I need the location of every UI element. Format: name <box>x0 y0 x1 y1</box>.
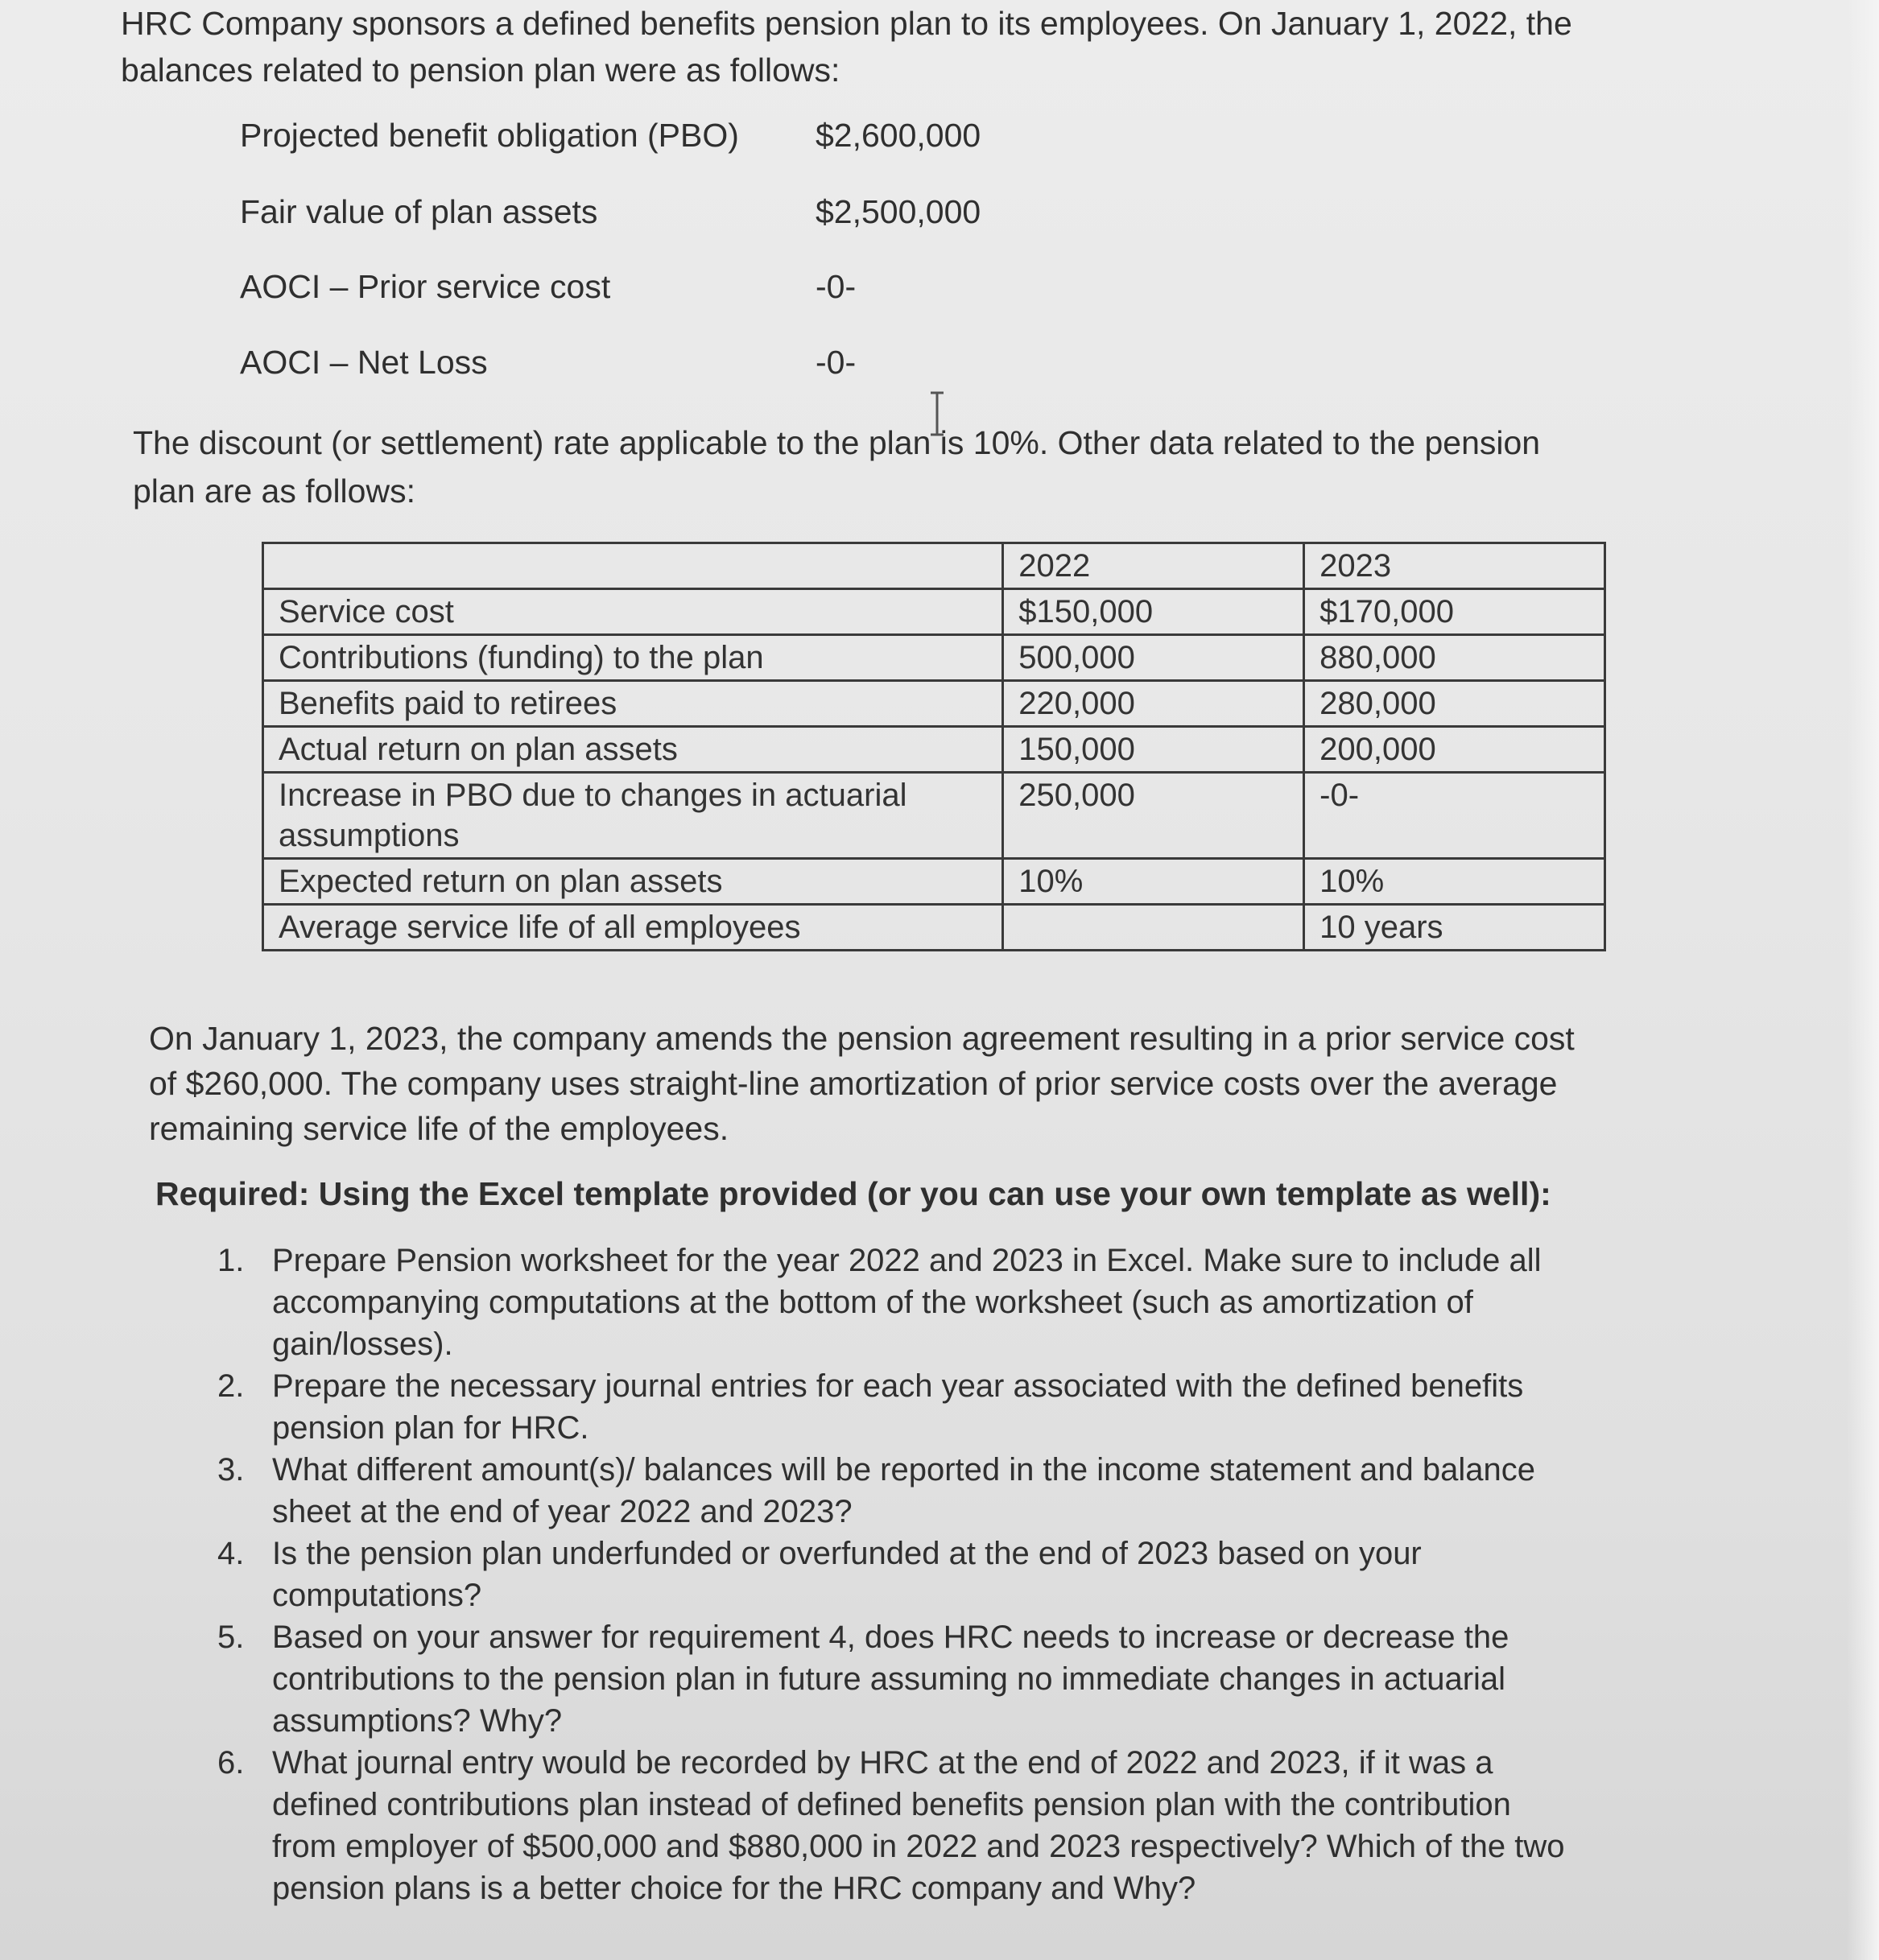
table-cell: -0- <box>1304 773 1605 859</box>
balance-value: -0- <box>816 344 857 381</box>
table-row <box>263 773 1605 859</box>
required-heading: Required: Using the Excel template provided (or you can use your own template as well): <box>155 1175 1551 1212</box>
intro-paragraph: HRC Company sponsors a defined benefits pension plan to its employees. On January 1, 2022, the balances related to pension plan were as follows: <box>121 5 1572 89</box>
list-item-text: Is the pension plan underfunded or overfunded at the end of 2023 based on your computations? <box>272 1536 1422 1613</box>
balance-row-plan-assets <box>240 193 1045 241</box>
table-cell: Average service life of all employees <box>263 905 1003 951</box>
table-cell: Benefits paid to retirees <box>263 681 1003 727</box>
balance-label: Projected benefit obligation (PBO) <box>240 117 739 154</box>
table-row <box>263 635 1605 681</box>
table-cell: Actual return on plan assets <box>263 727 1003 773</box>
table-cell: Increase in PBO due to changes in actuarial assumptions <box>263 773 1003 859</box>
balance-label: AOCI – Prior service cost <box>240 268 611 305</box>
table-cell: 200,000 <box>1304 727 1605 773</box>
balance-row-prior-service-cost <box>240 268 1045 316</box>
list-item <box>217 1742 1578 1909</box>
list-item-number: 2. <box>217 1368 245 1404</box>
balance-label: AOCI – Net Loss <box>240 344 488 381</box>
table-header-cell: 2022 <box>1003 543 1304 589</box>
table-cell: 10% <box>1304 859 1605 905</box>
list-item-text: Prepare the necessary journal entries for each year associated with the defined benefits pension plan for HRC. <box>272 1368 1524 1446</box>
list-item-text: Prepare Pension worksheet for the year 2022 and 2023 in Excel. Make sure to include all accompanying computations at the bottom of the worksheet (such as amortization of gain/losses). <box>272 1243 1542 1362</box>
table-row <box>263 859 1605 905</box>
list-item-number: 5. <box>217 1620 245 1655</box>
list-item-number: 4. <box>217 1536 245 1571</box>
table-cell: $150,000 <box>1003 589 1304 635</box>
list-item-text: Based on your answer for requirement 4, does HRC needs to increase or decrease the contributions to the pension plan in future assuming no immediate changes in actuarial assumptions? Why? <box>272 1620 1509 1739</box>
table-cell: $170,000 <box>1304 589 1605 635</box>
table-cell: Expected return on plan assets <box>263 859 1003 905</box>
list-item-number: 6. <box>217 1745 245 1781</box>
list-item-number: 1. <box>217 1243 245 1278</box>
table-row <box>263 681 1605 727</box>
balance-row-net-loss <box>240 344 1045 392</box>
list-item <box>217 1533 1578 1616</box>
balance-value: -0- <box>816 268 857 305</box>
table-row <box>263 589 1605 635</box>
table-cell: 10 years <box>1304 905 1605 951</box>
balance-row-pbo <box>240 117 1045 165</box>
table-cell: 250,000 <box>1003 773 1304 859</box>
list-item <box>217 1365 1578 1449</box>
balance-label: Fair value of plan assets <box>240 193 598 230</box>
balance-value: $2,600,000 <box>816 117 981 154</box>
table-cell: 150,000 <box>1003 727 1304 773</box>
table-row <box>263 727 1605 773</box>
pension-data-table <box>262 542 1606 951</box>
table-cell: 880,000 <box>1304 635 1605 681</box>
list-item <box>217 1240 1578 1365</box>
table-cell: 220,000 <box>1003 681 1304 727</box>
balance-value: $2,500,000 <box>816 193 981 230</box>
table-cell: 500,000 <box>1003 635 1304 681</box>
table-cell <box>1003 905 1304 951</box>
page-edge <box>1847 0 1879 1960</box>
amendment-paragraph: On January 1, 2023, the company amends the pension agreement resulting in a prior service cost of $260,000. The company uses straight-line amortization of prior service costs over the average remaining service life of the employees. <box>149 1020 1575 1147</box>
list-item <box>217 1449 1578 1533</box>
list-item-number: 3. <box>217 1452 245 1488</box>
table-row <box>263 905 1605 951</box>
table-cell: Contributions (funding) to the plan <box>263 635 1003 681</box>
list-item-text: What journal entry would be recorded by HRC at the end of 2022 and 2023, if it was a defined contributions plan instead of defined benefits pension plan with the contribution from employer of $500,000 and $880,000 in 2022 and 2023 respectively? Which of the two pension plans is a better choice for the HRC company and Why? <box>272 1745 1565 1906</box>
list-item-text: What different amount(s)/ balances will be reported in the income statement and balance sheet at the end of year 2022 and 2023? <box>272 1452 1536 1529</box>
table-header-row <box>263 543 1605 589</box>
table-cell: Service cost <box>263 589 1003 635</box>
list-item <box>217 1616 1578 1742</box>
requirements-list <box>217 1240 1578 1909</box>
table-header-cell: 2023 <box>1304 543 1605 589</box>
discount-rate-paragraph: The discount (or settlement) rate applicable to the plan is 10%. Other data related to the pension plan are as follows: <box>133 424 1541 510</box>
table-header-cell <box>263 543 1003 589</box>
table-cell: 280,000 <box>1304 681 1605 727</box>
table-cell: 10% <box>1003 859 1304 905</box>
